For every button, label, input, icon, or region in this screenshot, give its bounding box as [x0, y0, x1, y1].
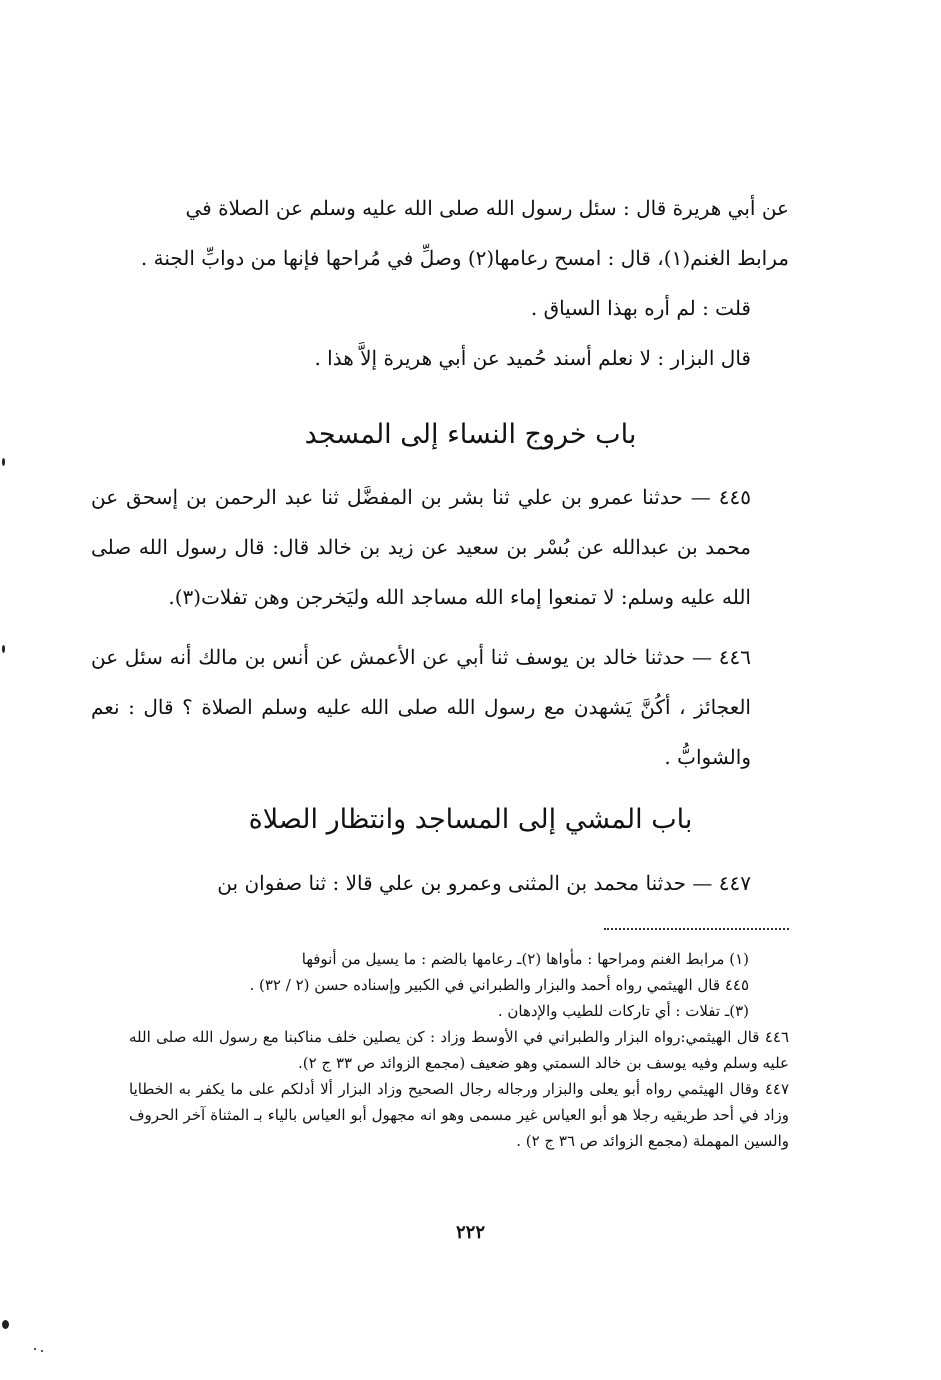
paragraph-line: عن أبي هريرة قال : سئل رسول الله صلى الله عليه وسلم عن الصلاة في: [185, 196, 789, 220]
paragraph-note: قال البزار : لا نعلم أسند حُميد عن أبي هريرة إلاَّ هذا .: [314, 346, 751, 370]
scan-speck: [34, 1348, 36, 1350]
scan-speck: [2, 458, 5, 466]
scan-speck: [2, 1320, 9, 1329]
page-number: ٢٢٢: [455, 1222, 485, 1243]
footnote: ٤٤٧ وقال الهيثمي رواه أبو يعلى والبزار ورجاله رجال الصحيح وزاد البزار ألا أدلكم على ما يكفر به الخطايا وزاد في أحد طريقيه رجلا هو أبو العياس غير مسمى وهو انه مجهول أبو العياس بالياء بـ المثناة آخر الحروف والسين المهملة (مجمع الزوائد ص ٣٦ ج ٢) .: [129, 1080, 789, 1150]
footnotes: [129, 946, 789, 1154]
hadith-446: ٤٤٦ — حدثنا خالد بن يوسف ثنا أبي عن الأعمش عن أنس بن مالك أنه سئل عن العجائز ، أكُنَّ يَشهدن مع رسول الله صلى الله عليه وسلم الصلاة ؟ قال : نعم والشوابُّ .: [91, 645, 751, 769]
footnote: (١) مرابط الغنم ومراحها : مأواها (٢)ـ رعامها بالضم : ما يسيل من أنوفها: [301, 950, 749, 968]
hadith-447: ٤٤٧ — حدثنا محمد بن المثنى وعمرو بن علي قالا : ثنا صفوان بن: [217, 871, 751, 895]
hadith-445: ٤٤٥ — حدثنا عمرو بن علي ثنا بشر بن المفضَّل ثنا عبد الرحمن بن إسحق عن محمد بن عبدالله عن بُسْر بن سعيد عن زيد بن خالد قال: قال رسول الله صلى الله عليه وسلم: لا تمنعوا إماء الله مساجد الله وليَخرجن وهن تفلات(٣).: [91, 485, 751, 609]
footnote: ٤٤٦ قال الهيثمي:رواه البزار والطبراني في الأوسط وزاد : كن يصلين خلف مناكبنا مع رسول الله صلى الله عليه وسلم وفيه يوسف بن خالد السمتي وهو ضعيف (مجمع الزوائد ص ٣٣ ج ٢).: [129, 1028, 789, 1072]
footnote-separator: [604, 928, 789, 930]
scan-speck: [41, 1350, 43, 1352]
section-heading: باب المشي إلى المساجد وانتظار الصلاة: [248, 804, 693, 835]
footnote: (٣)ـ تفلات : أي تاركات للطيب والإدهان .: [497, 1002, 749, 1020]
footnote: ٤٤٥ قال الهيثمي رواه أحمد والبزار والطبراني في الكبير وإسناده حسن (٢ / ٣٢) .: [249, 976, 749, 994]
paragraph-note: قلت : لم أره بهذا السياق .: [530, 296, 751, 320]
scan-speck: [2, 645, 5, 653]
section-heading: باب خروج النساء إلى المسجد: [304, 419, 637, 450]
opening-paragraph: [129, 183, 789, 383]
paragraph-line: مرابط الغنم(١)، قال : امسح رعامها(٢) وصلِّ في مُراحها فإنها من دوابِّ الجنة .: [140, 246, 789, 270]
